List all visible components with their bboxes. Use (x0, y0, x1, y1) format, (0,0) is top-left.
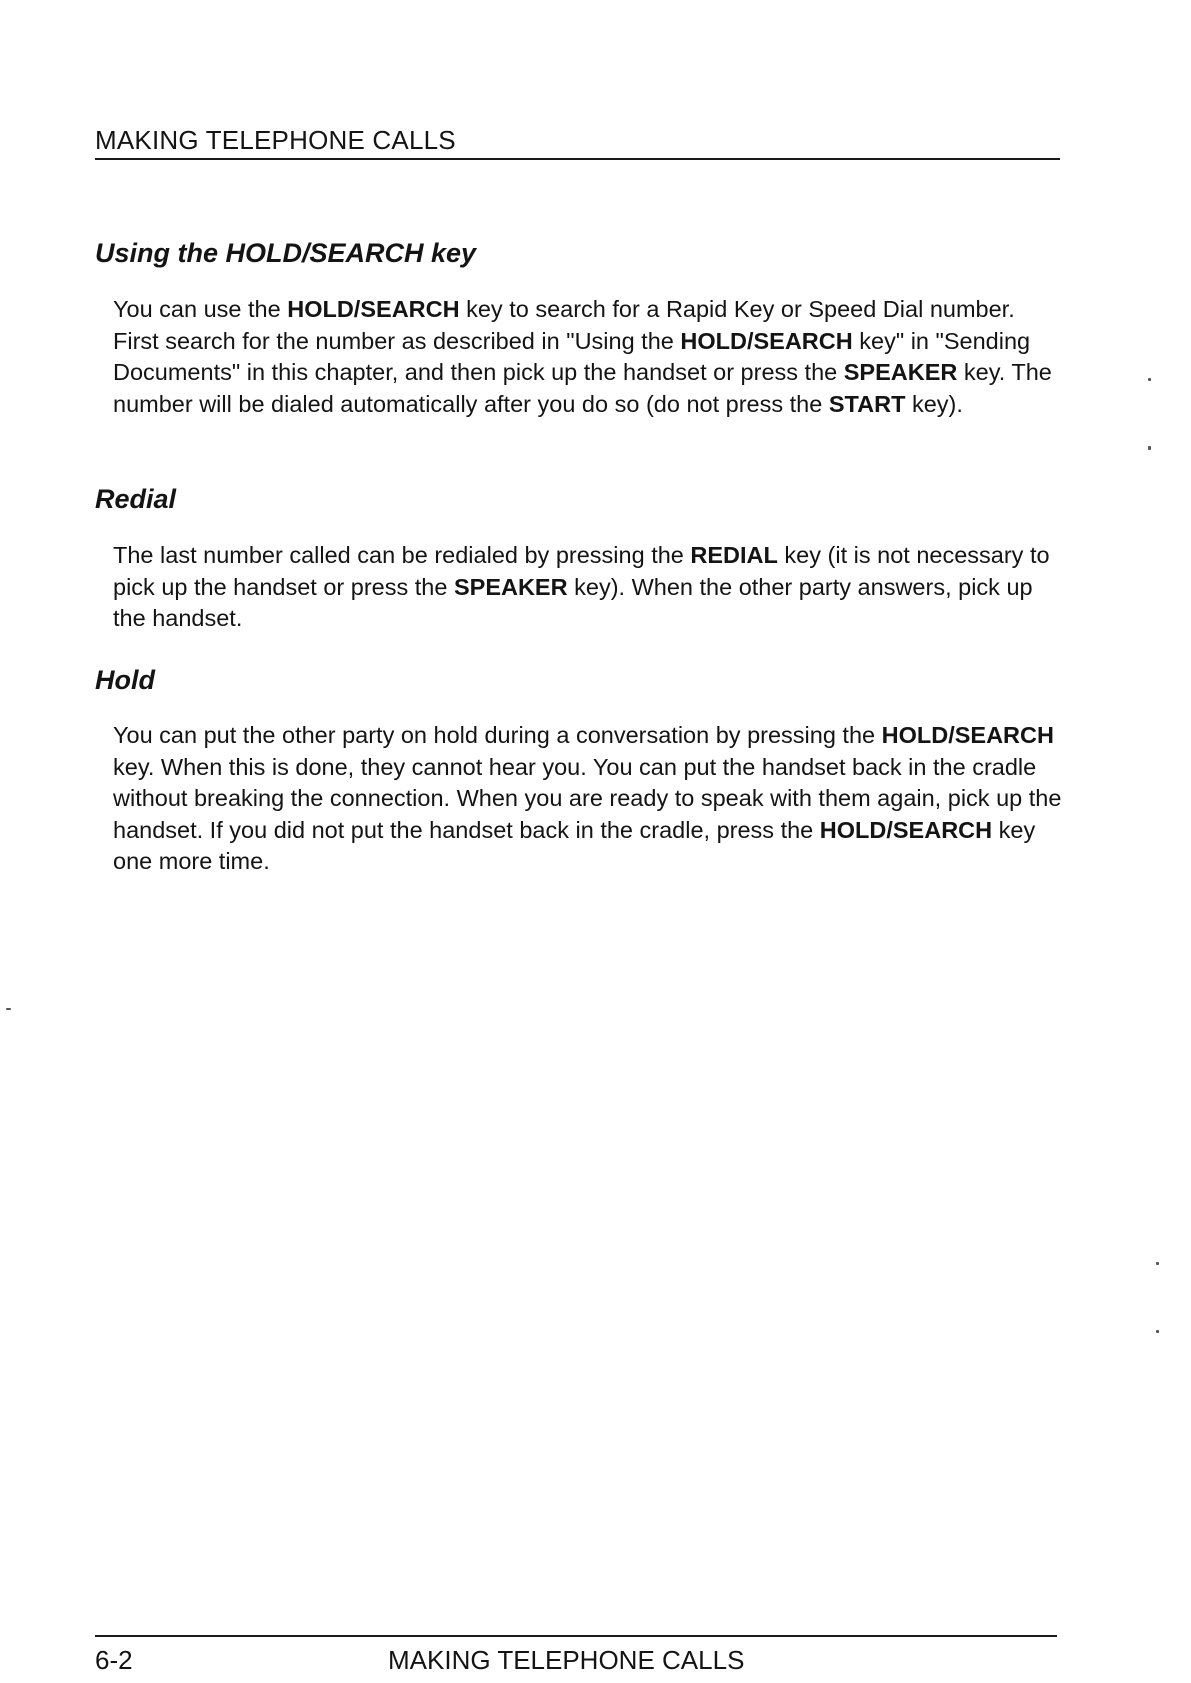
section-heading-hold-search: Using the HOLD/SEARCH key (95, 238, 477, 268)
page-number: 6-2 (95, 1645, 133, 1675)
scan-speck (1156, 1262, 1159, 1265)
header-title: MAKING TELEPHONE CALLS (95, 125, 456, 155)
key-name: HOLD/SEARCH (881, 722, 1054, 748)
key-name: SPEAKER (843, 359, 958, 386)
text-run: You can put the other party on hold during a conversation by pressing the (113, 722, 882, 748)
scan-speck (6, 1008, 11, 1010)
text-run: key" in "Sending Documents" in this chapter, and then pick up the handset or press the (113, 327, 1031, 386)
key-name: HOLD/SEARCH (819, 816, 993, 843)
text-run: The last number called can be redialed by pressing the (113, 542, 691, 568)
text-run: key (it is not necessary to pick up the handset or press the (113, 542, 1050, 600)
scan-speck (1148, 378, 1151, 381)
key-name: HOLD/SEARCH (287, 296, 460, 322)
section-paragraph-redial (113, 540, 1063, 635)
page-header (95, 124, 1060, 160)
page-footer (95, 1635, 1057, 1677)
scan-speck (1156, 1330, 1159, 1333)
section-heading-hold: Hold (95, 665, 155, 695)
key-name: HOLD/SEARCH (680, 327, 853, 354)
footer-title: MAKING TELEPHONE CALLS (388, 1645, 745, 1675)
key-name: START (828, 390, 906, 417)
text-run: key). When the other party answers, pick up the handset. (113, 573, 1033, 632)
scan-speck (1148, 446, 1151, 450)
section-heading-redial: Redial (95, 484, 177, 514)
text-run: You can use the (113, 296, 288, 322)
text-run: key one more time. (113, 816, 1036, 875)
section-paragraph-hold (113, 720, 1063, 878)
text-run: key. The number will be dialed automatically after you do so (do not press the (113, 359, 1052, 417)
text-run: key. When this is done, they cannot hear you. You can put the handset back in the cradle without breaking the connection. When you are ready to speak with them again, pick up the handset. If you did not put the handset back in the cradle, press the (113, 753, 1062, 843)
text-run: key to search for a Rapid Key or Speed Dial number. First search for the number as described in "Using the (113, 296, 1015, 354)
key-name: SPEAKER (453, 573, 568, 600)
key-name: REDIAL (690, 542, 778, 568)
section-paragraph-hold-search (113, 294, 1063, 420)
text-run: key). (905, 390, 963, 417)
